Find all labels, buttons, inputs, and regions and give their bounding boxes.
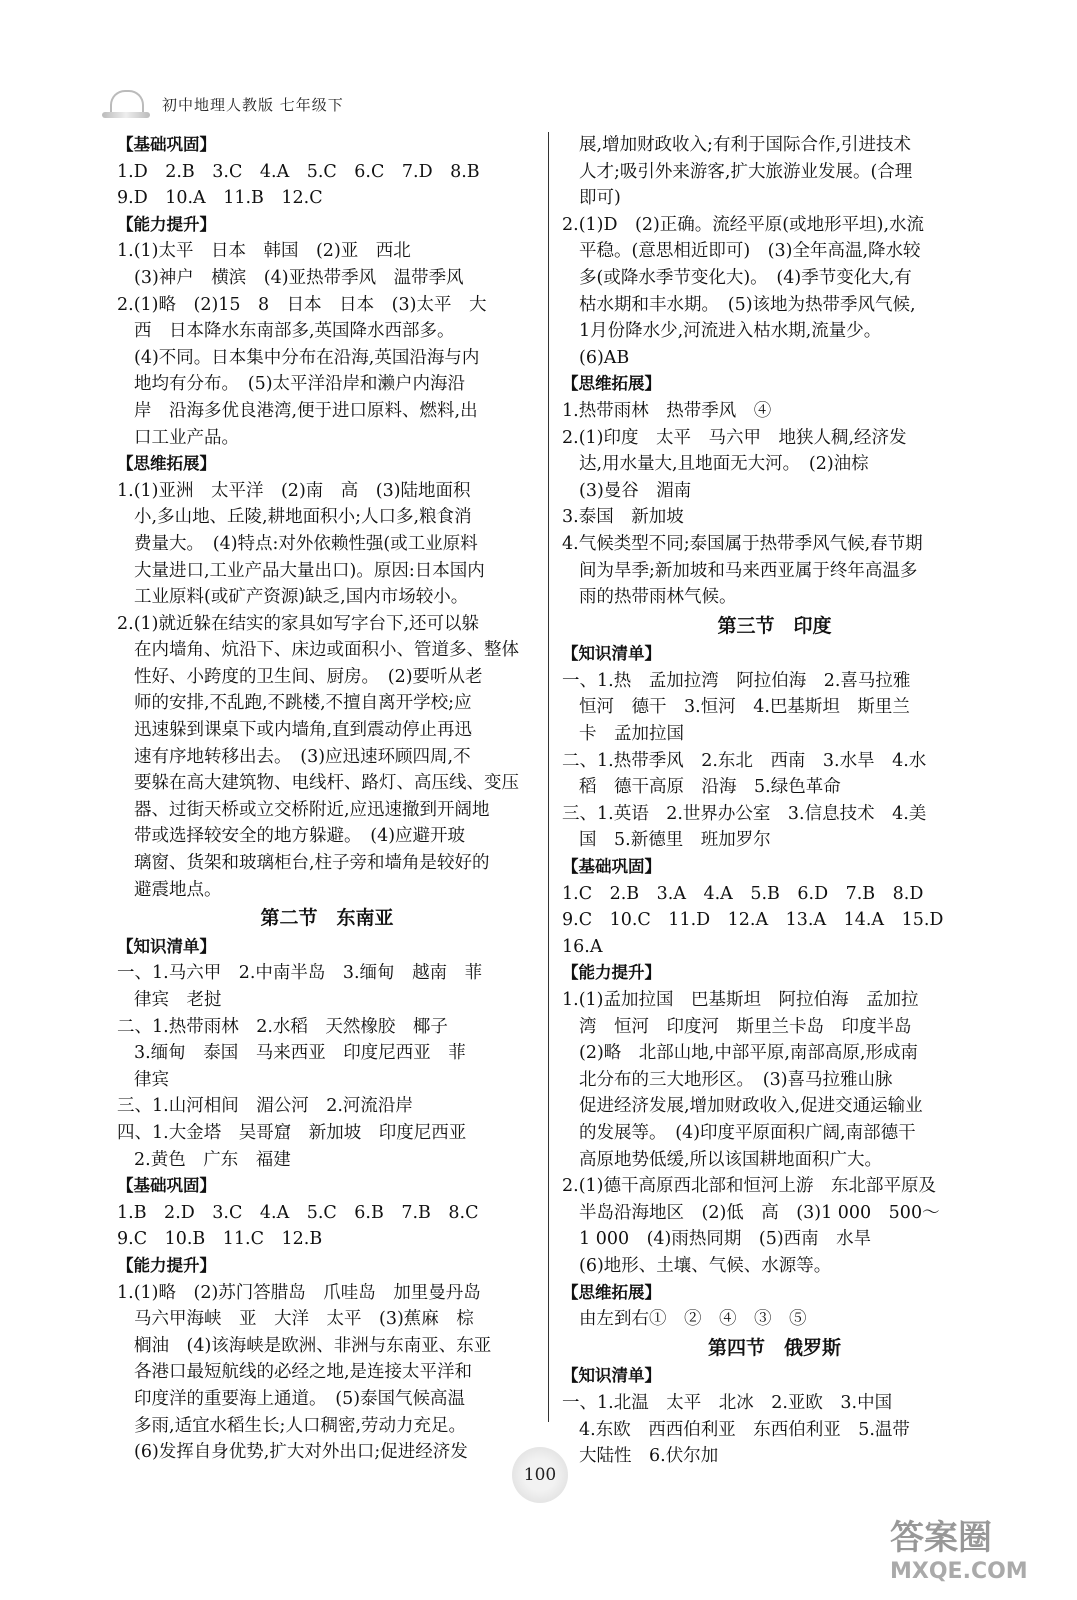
answer-line: 促进经济发展,增加财政收入,促进交通运输业 xyxy=(579,1096,923,1117)
answer-line: 西 日本降水东南部多,英国降水西部多。 xyxy=(134,321,455,342)
answer-line: (3)曼谷 湄南 xyxy=(579,480,692,501)
answer-line: 半岛沿海地区 (2)低 高 (3)1 000 500～ xyxy=(579,1202,940,1223)
section-heading: 【思维拓展】 xyxy=(117,454,216,474)
answer-line: 平稳。(意思相近即可) (3)全年高温,降水较 xyxy=(579,241,921,262)
section-heading: 【能力提升】 xyxy=(117,1255,216,1275)
section-heading: 【思维拓展】 xyxy=(562,374,661,394)
answer-line: 岸 沿海多优良港湾,便于进口原料、燃料,出 xyxy=(134,400,478,421)
book-logo-icon xyxy=(100,86,154,122)
page-header xyxy=(100,84,344,124)
answer-line: 避震地点。 xyxy=(134,879,222,900)
answer-line: 多(或降水季节变化大)。 (4)季节变化大,有 xyxy=(579,267,912,288)
answer-line: 枯水期和丰水期。 (5)该地为热带季风气候, xyxy=(579,294,916,315)
answer-line: 即可) xyxy=(579,188,621,209)
answer-line: 的发展等。 (4)印度平原面积广阔,南部德干 xyxy=(579,1122,916,1143)
answer-line: 1.D 2.B 3.C 4.A 5.C 6.C 7.D 8.B xyxy=(117,161,480,182)
answer-line: 璃窗、货架和玻璃柜台,柱子旁和墙角是较好的 xyxy=(134,853,490,874)
answer-line: 人才;吸引外来游客,扩大旅游业发展。(合理 xyxy=(579,161,913,182)
answer-line: 展,增加财政收入;有利于国际合作,引进技术 xyxy=(579,135,912,155)
answer-line: 9.C 10.B 11.C 12.B xyxy=(117,1229,323,1250)
answer-line: 雨的热带雨林气候。 xyxy=(579,587,737,608)
answer-line: 一、1.北温 太平 北冰 2.亚欧 3.中国 xyxy=(562,1392,893,1413)
section-heading: 【能力提升】 xyxy=(117,214,216,234)
answer-line: (6)发挥自身优势,扩大对外出口;促进经济发 xyxy=(134,1442,468,1463)
answer-line: (6)AB xyxy=(579,347,630,368)
chapter-title: 第二节 东南亚 xyxy=(260,907,394,930)
answer-line: 2.(1)印度 太平 马六甲 地狭人稠,经济发 xyxy=(562,427,907,448)
answer-line: 4.气候类型不同;泰国属于热带季风气候,春节期 xyxy=(562,533,923,554)
answer-line: (3)神户 横滨 (4)亚热带季风 温带季风 xyxy=(134,267,464,288)
answer-line: 二、1.热带雨林 2.水稻 天然橡胶 椰子 xyxy=(117,1016,448,1037)
answer-line: 印度洋的重要海上通道。 (5)泰国气候高温 xyxy=(134,1388,466,1409)
section-heading: 【知识清单】 xyxy=(562,1366,661,1386)
answer-line: 迅速躲到课桌下或内墙角,直到震动停止再迅 xyxy=(134,720,473,741)
answer-line: 16.A xyxy=(562,936,603,957)
section-heading: 【能力提升】 xyxy=(562,963,661,983)
answer-line: 恒河 德干 3.恒河 4.巴基斯坦 斯里兰 xyxy=(579,697,910,718)
answer-line: 大陆性 6.伏尔加 xyxy=(579,1446,719,1467)
answer-line: 性好、小跨度的卫生间、厨房。 (2)要听从老 xyxy=(134,666,483,687)
answer-line: 小,多山地、丘陵,耕地面积小;人口多,粮食消 xyxy=(134,507,472,528)
chapter-title: 第三节 印度 xyxy=(717,614,832,637)
answer-line: 国 5.新德里 班加罗尔 xyxy=(579,830,771,851)
section-heading: 【基础巩固】 xyxy=(117,135,216,154)
answer-line: 要躲在高大建筑物、电线杆、路灯、高压线、变压 xyxy=(134,773,519,794)
answer-line: 多雨,适宜水稻生长;人口稠密,劳动力充足。 xyxy=(134,1415,467,1436)
answer-line: 三、1.英语 2.世界办公室 3.信息技术 4.美 xyxy=(562,803,927,824)
section-heading: 【思维拓展】 xyxy=(562,1282,661,1302)
answer-line: 各港口最短航线的必经之地,是连接太平洋和 xyxy=(134,1362,473,1383)
column-divider xyxy=(548,132,549,1422)
answer-line: 律宾 xyxy=(134,1069,169,1090)
answer-line: 师的安排,不乱跑,不跳楼,不擅自离开学校;应 xyxy=(134,693,472,714)
answer-line: 由左到右① ② ④ ③ ⑤ xyxy=(579,1309,807,1330)
answer-line: 一、1.热 孟加拉湾 阿拉伯海 2.喜马拉雅 xyxy=(562,670,911,691)
answer-line: 工业原料(或矿产资源)缺乏,国内市场较小。 xyxy=(134,587,469,608)
answer-line: 北分布的三大地形区。 (3)喜马拉雅山脉 xyxy=(579,1069,893,1090)
answer-line: 马六甲海峡 亚 大洋 太平 (3)蕉麻 棕 xyxy=(134,1309,474,1330)
answer-line: 2.(1)德干高原西北部和恒河上游 东北部平原及 xyxy=(562,1176,936,1197)
answer-line: 1.(1)孟加拉国 巴基斯坦 阿拉伯海 孟加拉 xyxy=(562,990,919,1010)
answer-line: 1月份降水少,河流进入枯水期,流量少。 xyxy=(579,321,882,342)
answer-line: 间为旱季;新加坡和马来西亚属于终年高温多 xyxy=(579,560,918,581)
answer-line: 9.D 10.A 11.B 12.C xyxy=(117,188,323,209)
answer-line: 在内墙角、炕沿下、床边或面积小、管道多、整体 xyxy=(134,640,519,661)
section-heading: 【基础巩固】 xyxy=(117,1176,216,1196)
answer-line: 1.B 2.D 3.C 4.A 5.C 6.B 7.B 8.C xyxy=(117,1202,479,1223)
answer-line: 三、1.山河相间 湄公河 2.河流沿岸 xyxy=(117,1096,413,1117)
answer-line: 3.泰国 新加坡 xyxy=(562,507,684,528)
answer-line: 二、1.热带季风 2.东北 西南 3.水旱 4.水 xyxy=(562,750,927,771)
answer-line: 律宾 老挝 xyxy=(134,990,222,1010)
answer-line: 2.(1)D (2)正确。流经平原(或地形平坦),水流 xyxy=(562,214,925,235)
chapter-title: 第四节 俄罗斯 xyxy=(707,1336,841,1359)
watermark xyxy=(890,1510,1070,1595)
watermark-logo: 答案圈 xyxy=(890,1518,992,1558)
answer-line: 稻 德干高原 沿海 5.绿色革命 xyxy=(579,777,841,798)
answer-line: (4)不同。日本集中分布在沿海,英国沿海与内 xyxy=(134,347,480,368)
answer-line: 大量进口,工业产品大量出口)。原因:日本国内 xyxy=(134,560,485,581)
answer-line: 速有序地转移出去。 (3)应迅速环顾四周,不 xyxy=(134,746,471,767)
answer-line: 达,用水量大,且地面无大河。 (2)油棕 xyxy=(579,454,869,475)
answer-line: 地均有分布。 (5)太平洋沿岸和濑户内海沿 xyxy=(134,374,466,395)
answer-line: 2.(1)就近躲在结实的家具如写字台下,还可以躲 xyxy=(117,613,480,634)
answer-line: 榈油 (4)该海峡是欧洲、非洲与东南亚、东亚 xyxy=(134,1335,492,1356)
answer-line: 1.C 2.B 3.A 4.A 5.B 6.D 7.B 8.D xyxy=(562,883,924,904)
header-title: 初中地理人教版 七年级下 xyxy=(162,95,344,114)
answer-line: 1.(1)亚洲 太平洋 (2)南 高 (3)陆地面积 xyxy=(117,480,471,501)
answer-line: (6)地形、土壤、气候、水源等。 xyxy=(579,1255,832,1276)
page-number xyxy=(505,1440,575,1510)
page-number-badge: 100 xyxy=(512,1447,568,1503)
section-heading: 【基础巩固】 xyxy=(562,857,661,877)
right-column xyxy=(562,132,987,1470)
answer-line: 1.(1)略 (2)苏门答腊岛 爪哇岛 加里曼丹岛 xyxy=(117,1282,481,1303)
answer-line: 1 000 (4)雨热同期 (5)西南 水旱 xyxy=(579,1229,872,1250)
answer-line: 9.C 10.C 11.D 12.A 13.A 14.A 15.D xyxy=(562,910,944,931)
section-heading: 【知识清单】 xyxy=(562,644,661,664)
answer-line: 器、过街天桥或立交桥附近,应迅速撤到开阔地 xyxy=(134,799,490,820)
answer-line: 3.缅甸 泰国 马来西亚 印度尼西亚 菲 xyxy=(134,1043,466,1064)
answer-line: 一、1.马六甲 2.中南半岛 3.缅甸 越南 菲 xyxy=(117,963,483,984)
section-heading: 【知识清单】 xyxy=(117,936,216,956)
answer-line: 4.东欧 西西伯利亚 东西伯利亚 5.温带 xyxy=(579,1419,910,1440)
answer-line: 1.热带雨林 热带季风 ④ xyxy=(562,400,772,421)
answer-line: 1.(1)太平 日本 韩国 (2)亚 西北 xyxy=(117,241,411,262)
answer-line: (2)略 北部山地,中部平原,南部高原,形成南 xyxy=(579,1043,918,1064)
answer-line: 高原地势低缓,所以该国耕地面积广大。 xyxy=(579,1149,883,1170)
left-column xyxy=(117,132,537,1466)
answer-line: 卡 孟加拉国 xyxy=(579,724,684,745)
answer-line: 带或选择较安全的地方躲避。 (4)应避开玻 xyxy=(134,826,466,847)
answer-line: 湾 恒河 印度河 斯里兰卡岛 印度半岛 xyxy=(579,1016,912,1037)
answer-line: 四、1.大金塔 吴哥窟 新加坡 印度尼西亚 xyxy=(117,1122,467,1143)
watermark-url: MXQE.COM xyxy=(890,1559,1028,1584)
answer-line: 2.(1)略 (2)15 8 日本 日本 (3)太平 大 xyxy=(117,294,487,315)
answer-line: 口工业产品。 xyxy=(134,427,239,448)
answer-line: 2.黄色 广东 福建 xyxy=(134,1149,291,1170)
answer-line: 费量大。 (4)特点:对外依赖性强(或工业原料 xyxy=(134,533,478,554)
